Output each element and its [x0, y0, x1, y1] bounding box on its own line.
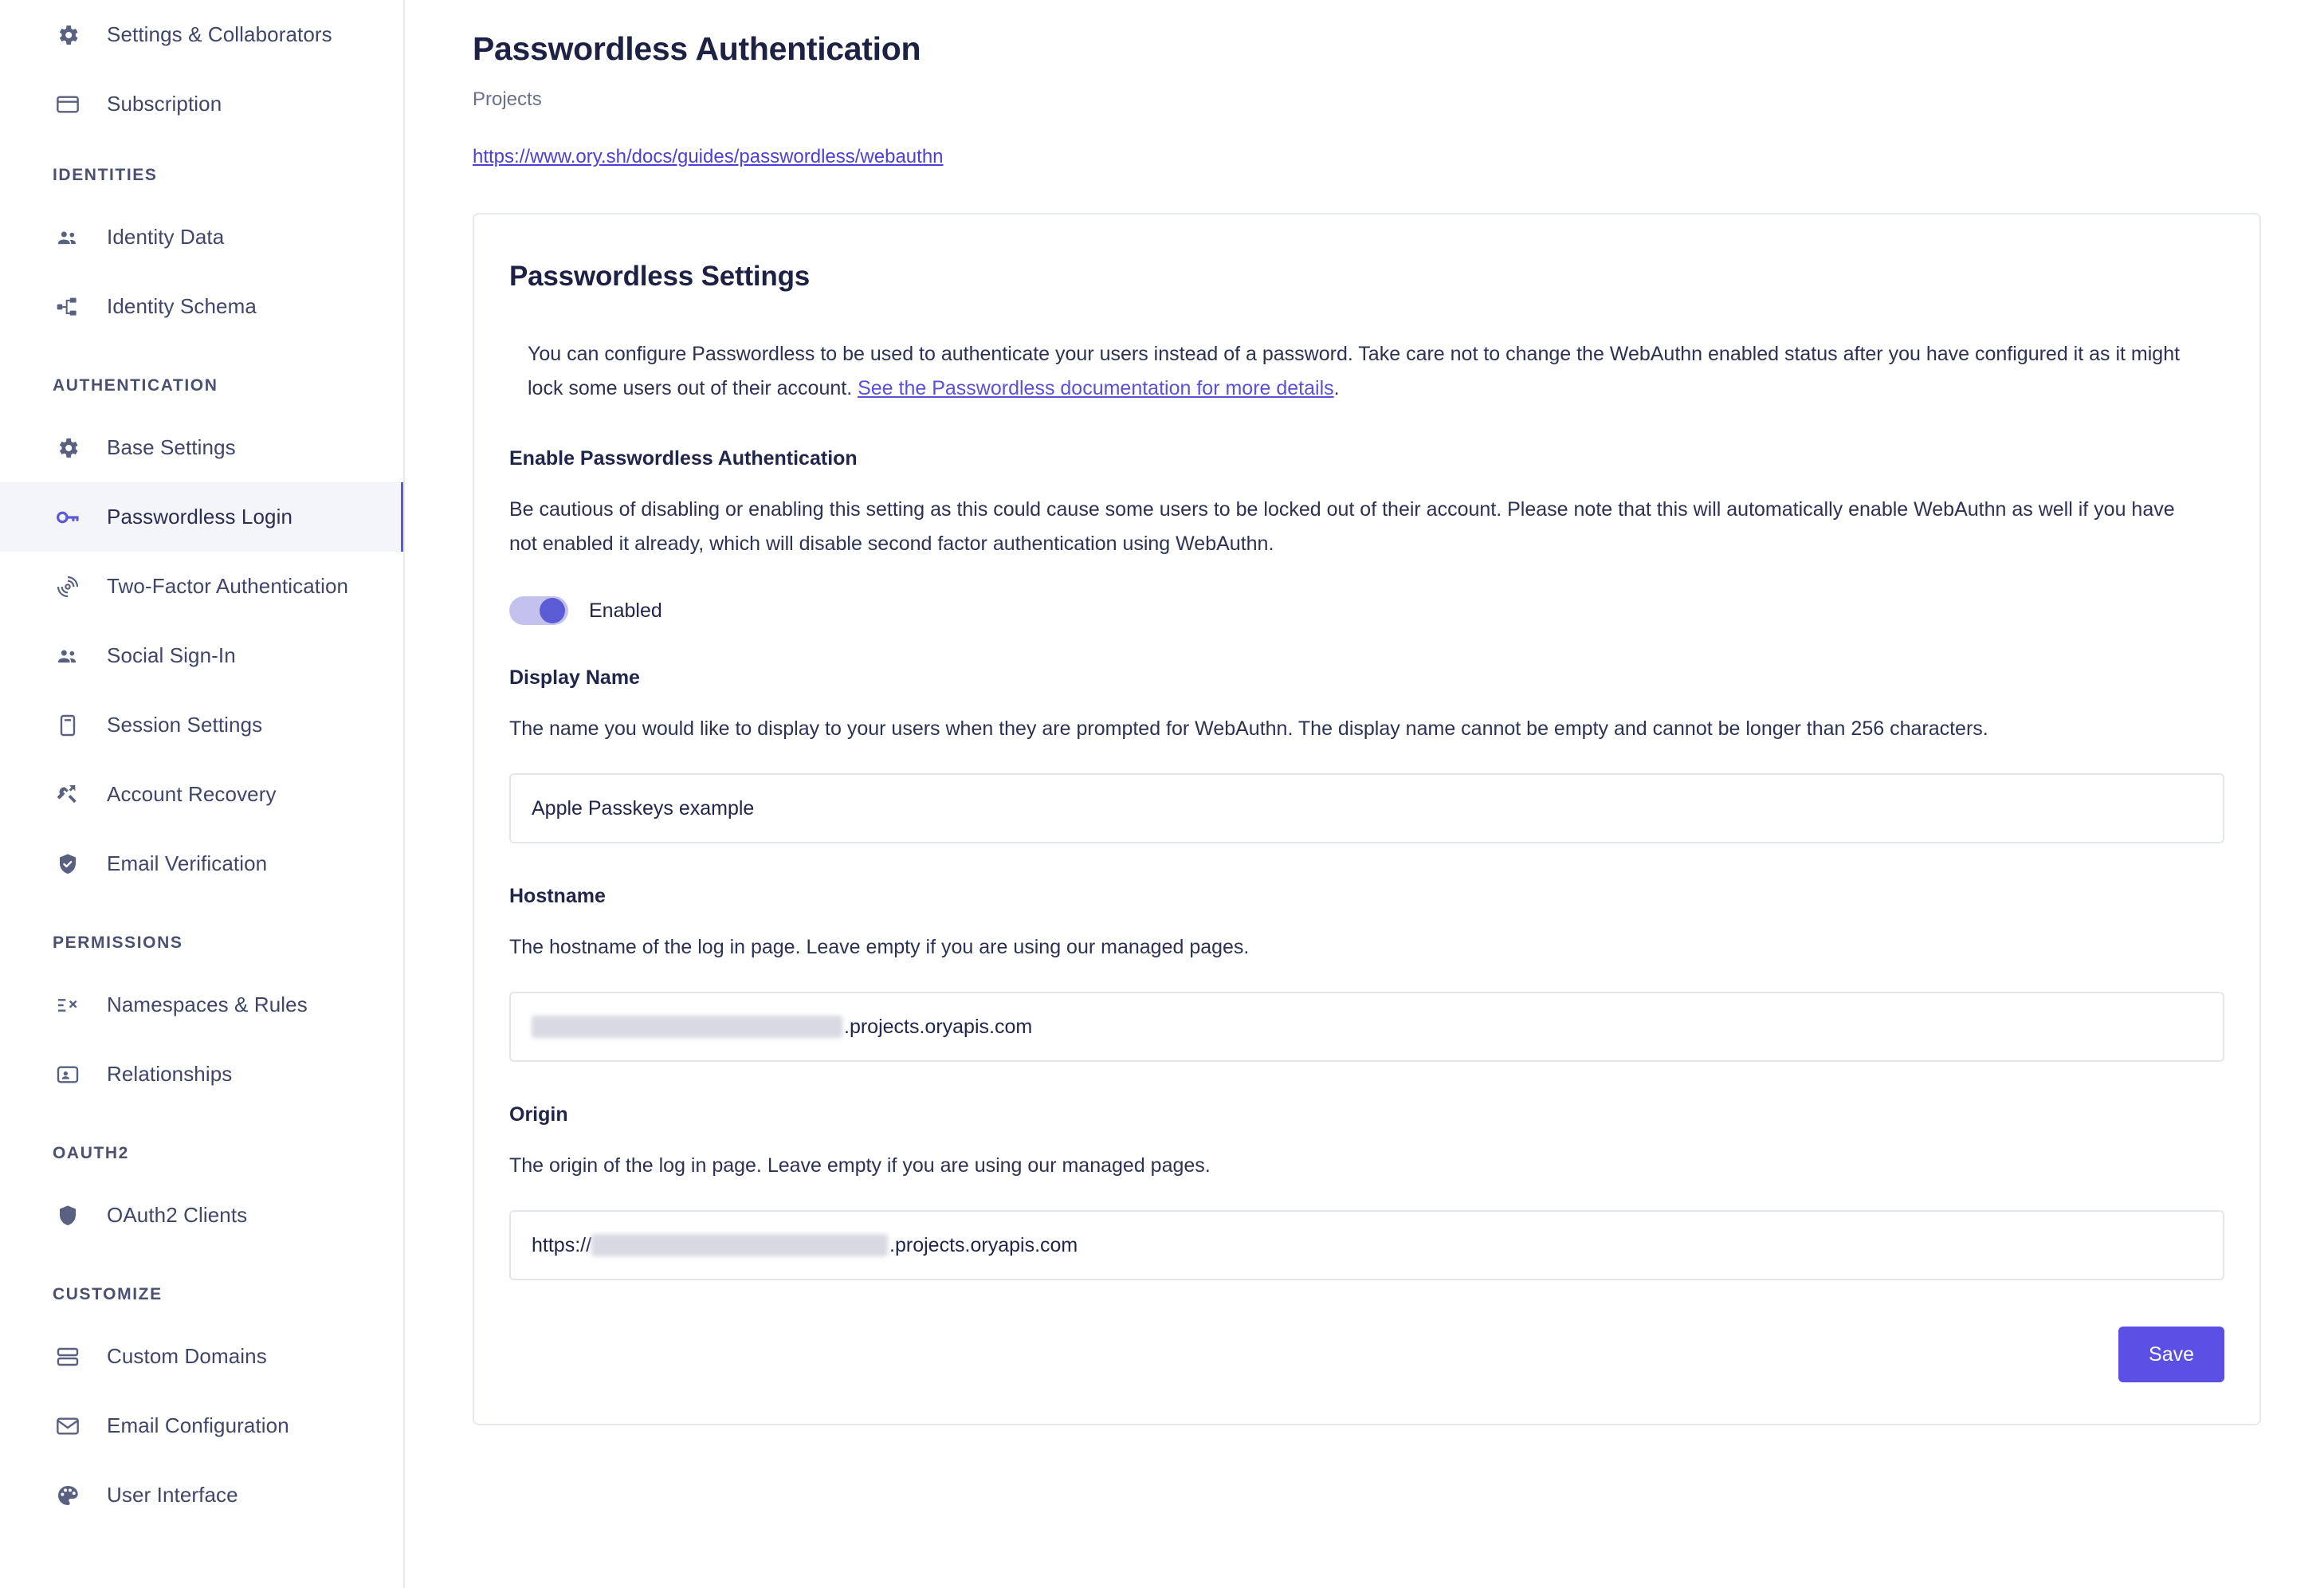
sidebar-item-settings-collaborators[interactable] — [0, 0, 403, 69]
save-row — [509, 1327, 2224, 1382]
enable-passwordless-description: Be cautious of disabling or enabling this setting as this could cause some users to be locked out of their account. Please note that this will automatically enable WebAuthn as well if you have not enabled it already, which will disable second factor authentication using WebAuthn. — [509, 498, 2175, 555]
sidebar-item-relationships[interactable] — [0, 1040, 403, 1109]
shield-check-icon — [53, 849, 83, 879]
sidebar — [0, 0, 405, 1588]
origin-label: Origin — [509, 1103, 568, 1126]
sidebar-item-label: Identity Data — [107, 225, 225, 249]
sidebar-section-permissions: PERMISSIONS — [53, 934, 183, 952]
hostname-label: Hostname — [509, 885, 606, 907]
passwordless-docs-link[interactable]: See the Passwordless documentation for more details — [858, 377, 1334, 399]
palette-icon — [53, 1480, 83, 1511]
recovery-icon — [53, 780, 83, 810]
sidebar-item-email-configuration[interactable] — [0, 1391, 403, 1460]
sidebar-item-label: Custom Domains — [107, 1344, 267, 1368]
sidebar-section-identities: IDENTITIES — [53, 166, 158, 184]
fingerprint-icon — [53, 572, 83, 602]
sidebar-item-label: Social Sign-In — [107, 643, 236, 667]
sidebar-section-customize: CUSTOMIZE — [53, 1285, 163, 1303]
card-title: Passwordless Settings — [509, 261, 811, 292]
sidebar-item-label: Identity Schema — [107, 294, 257, 318]
server-icon — [53, 1342, 83, 1372]
redacted-project-slug — [591, 1234, 888, 1256]
hostname-description: The hostname of the log in page. Leave empty if you are using our managed pages. — [509, 936, 1250, 958]
sidebar-item-label: Email Configuration — [107, 1413, 289, 1437]
sidebar-item-label: Session Settings — [107, 713, 263, 737]
sidebar-item-oauth2-clients[interactable] — [0, 1181, 403, 1250]
origin-value-suffix: .projects.oryapis.com — [889, 1233, 1078, 1256]
device-icon — [53, 710, 83, 741]
toggle-state-label: Enabled — [589, 599, 662, 622]
sidebar-item-label: Relationships — [107, 1062, 233, 1086]
sidebar-item-subscription[interactable] — [0, 69, 403, 139]
sidebar-section-oauth2: OAUTH2 — [53, 1144, 129, 1162]
sidebar-item-session-settings[interactable] — [0, 690, 403, 760]
sidebar-item-base-settings[interactable] — [0, 413, 403, 482]
gear-icon — [53, 20, 83, 50]
sidebar-item-label: User Interface — [107, 1483, 238, 1507]
people-icon — [53, 222, 83, 253]
sidebar-item-label: Base Settings — [107, 435, 236, 459]
relationships-icon — [53, 1059, 83, 1090]
credit-card-icon — [53, 89, 83, 120]
documentation-link[interactable]: https://www.ory.sh/docs/guides/passwordless/webauthn — [473, 146, 944, 167]
display-name-input[interactable] — [509, 773, 2224, 843]
sidebar-item-user-interface[interactable] — [0, 1460, 403, 1530]
origin-input[interactable] — [509, 1210, 2224, 1280]
sidebar-item-two-factor-authentication[interactable] — [0, 552, 403, 621]
page-title: Passwordless Authentication — [473, 30, 921, 67]
sidebar-item-email-verification[interactable] — [0, 829, 403, 898]
sidebar-item-label: OAuth2 Clients — [107, 1203, 248, 1227]
envelope-icon — [53, 1411, 83, 1441]
people-icon — [53, 641, 83, 671]
display-name-description: The name you would like to display to your users when they are prompted for WebAuthn. The display name cannot be empty and cannot be longer than 256 characters. — [509, 717, 1988, 740]
sidebar-item-label: Email Verification — [107, 851, 268, 875]
passwordless-settings-card — [473, 213, 2261, 1425]
sidebar-item-label: Passwordless Login — [107, 505, 293, 529]
rules-icon — [53, 990, 83, 1020]
sidebar-item-identity-schema[interactable] — [0, 272, 403, 341]
hostname-value-suffix: .projects.oryapis.com — [844, 1015, 1033, 1038]
display-name-label: Display Name — [509, 666, 640, 689]
enable-passwordless-toggle-row — [509, 596, 2224, 625]
main-content — [405, 0, 2324, 1588]
sidebar-item-namespaces-rules[interactable] — [0, 970, 403, 1040]
sidebar-item-label: Account Recovery — [107, 782, 277, 806]
schema-icon — [53, 292, 83, 322]
origin-value-prefix: https:// — [532, 1233, 592, 1256]
sidebar-item-label: Two-Factor Authentication — [107, 574, 349, 598]
sidebar-item-label: Subscription — [107, 92, 222, 116]
key-icon — [53, 502, 83, 533]
enable-passwordless-label: Enable Passwordless Authentication — [509, 447, 858, 470]
sidebar-item-custom-domains[interactable] — [0, 1322, 403, 1391]
enable-passwordless-toggle[interactable] — [509, 596, 568, 625]
redacted-project-slug — [532, 1016, 842, 1038]
breadcrumb: Projects — [473, 88, 542, 110]
gear-icon — [53, 433, 83, 463]
hostname-input[interactable] — [509, 992, 2224, 1062]
sidebar-item-label: Settings & Collaborators — [107, 22, 332, 46]
sidebar-item-passwordless-login[interactable] — [0, 482, 403, 552]
save-button[interactable]: Save — [2118, 1327, 2224, 1382]
origin-description: The origin of the log in page. Leave empty if you are using our managed pages. — [509, 1154, 1211, 1177]
shield-icon — [53, 1201, 83, 1231]
sidebar-item-account-recovery[interactable] — [0, 760, 403, 829]
sidebar-item-social-sign-in[interactable] — [0, 621, 403, 690]
sidebar-item-identity-data[interactable] — [0, 202, 403, 272]
sidebar-item-label: Namespaces & Rules — [107, 992, 308, 1016]
sidebar-section-authentication: AUTHENTICATION — [53, 376, 218, 395]
card-intro — [528, 337, 2209, 406]
display-name-value: Apple Passkeys example — [532, 796, 755, 820]
card-intro-text: You can configure Passwordless to be used to authenticate your users instead of a password. Take care not to change the WebAuthn enabled status after you have configured it as it might lock some users out of their account. — [528, 343, 2181, 399]
toggle-knob — [540, 598, 565, 623]
card-intro-text-end: . — [1333, 377, 1340, 399]
